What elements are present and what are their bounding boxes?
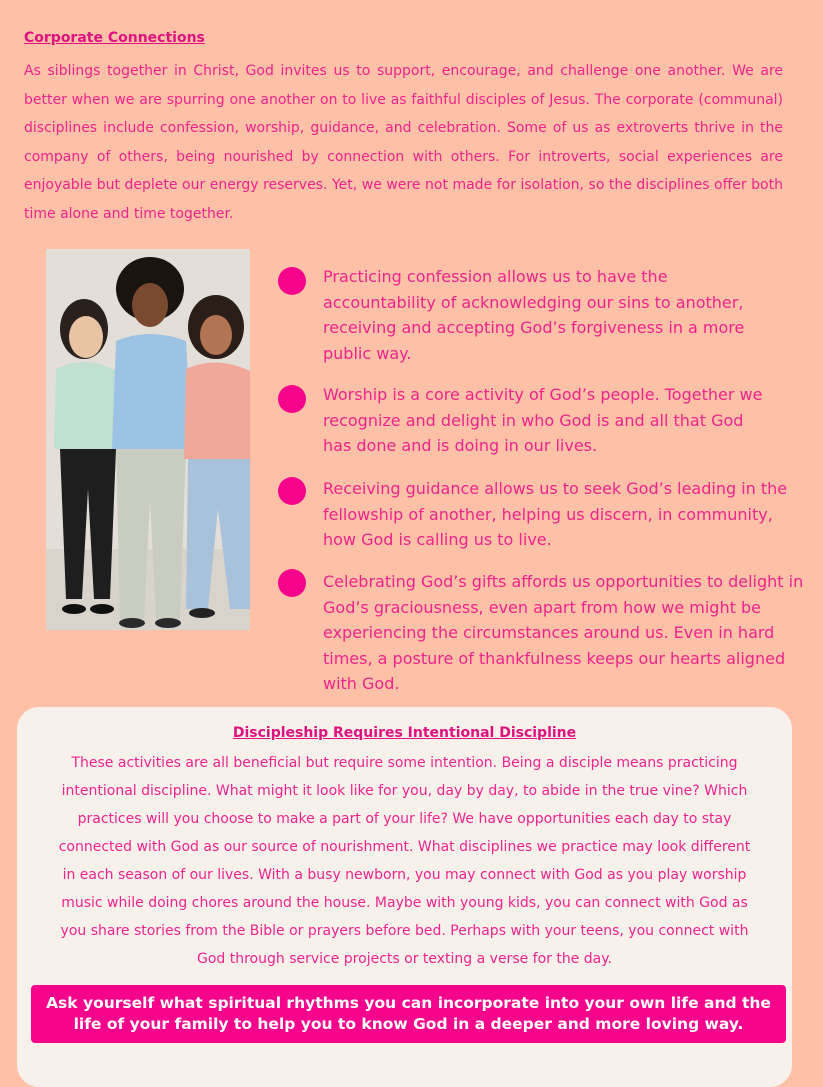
card-title: Discipleship Requires Intentional Discipline: [232, 725, 577, 741]
photo-three-women: [46, 249, 250, 630]
photo-illustration: [46, 249, 250, 630]
discipline-bullet-list: [278, 0, 823, 700]
callout-banner: Ask yourself what spiritual rhythms you can incorporate into your own life and the life of your family to help you to know God in a deeper and more loving way.: [31, 985, 786, 1043]
bullet-dot-icon: [278, 385, 306, 413]
intro-paragraph: As siblings together in Christ, God invites us to support, encourage, and challenge one another. We are better when we are spurring one another on to live as faithful disciples of Jesus. The corporate (communal) disciplines include confession, worship, guidance, and celebration. Some of us as extroverts thrive in the company of others, being nourished by connection with others. For introverts, social experiences are enjoyable but deplete our energy reserves. Yet, we were not made for isolation, so the disciplines offer both time alone and time together.: [24, 63, 783, 222]
bullet-dot-icon: [278, 267, 306, 295]
card-body: These activities are all beneficial but require some intention. Being a disciple means practicing intentional discipline. What might it look like for you, day by day, to abide in the true vine? Which practices will you choose to make a part of your life? We have opportunities each day to stay connected with God as our source of nourishment. What disciplines we practice may look different in each season of our lives. With a busy newborn, you may connect with God as you play worship music while doing chores around the house. Maybe with young kids, you can connect with God as you share stories from the Bible or prayers before bed. Perhaps with your teens, you connect with God through service projects or texting a verse for the day.: [58, 755, 751, 967]
bullet-dot-icon: [278, 477, 306, 505]
discipleship-card: [17, 707, 792, 1087]
section-heading: Corporate Connections: [24, 30, 205, 46]
bullet-text-guidance: Receiving guidance allows us to seek God’s leading in the fellowship of another, helping us discern, in community, how God is calling us to live.: [323, 479, 788, 550]
bullet-text-celebration: Celebrating God’s gifts affords us opportunities to delight in God’s graciousness, even apart from how we might be experiencing the circumstances around us. Even in hard times, a posture of thankfulness keeps our hearts aligned with God.: [323, 572, 804, 694]
bullet-text-worship: Worship is a core activity of God’s people. Together we recognize and delight in who God is and all that God has done and is doing in our lives.: [323, 385, 763, 456]
bullet-text-confession: Practicing confession allows us to have the accountability of acknowledging our sins to another, receiving and accepting God’s forgiveness in a more public way.: [323, 267, 745, 363]
bullet-dot-icon: [278, 569, 306, 597]
